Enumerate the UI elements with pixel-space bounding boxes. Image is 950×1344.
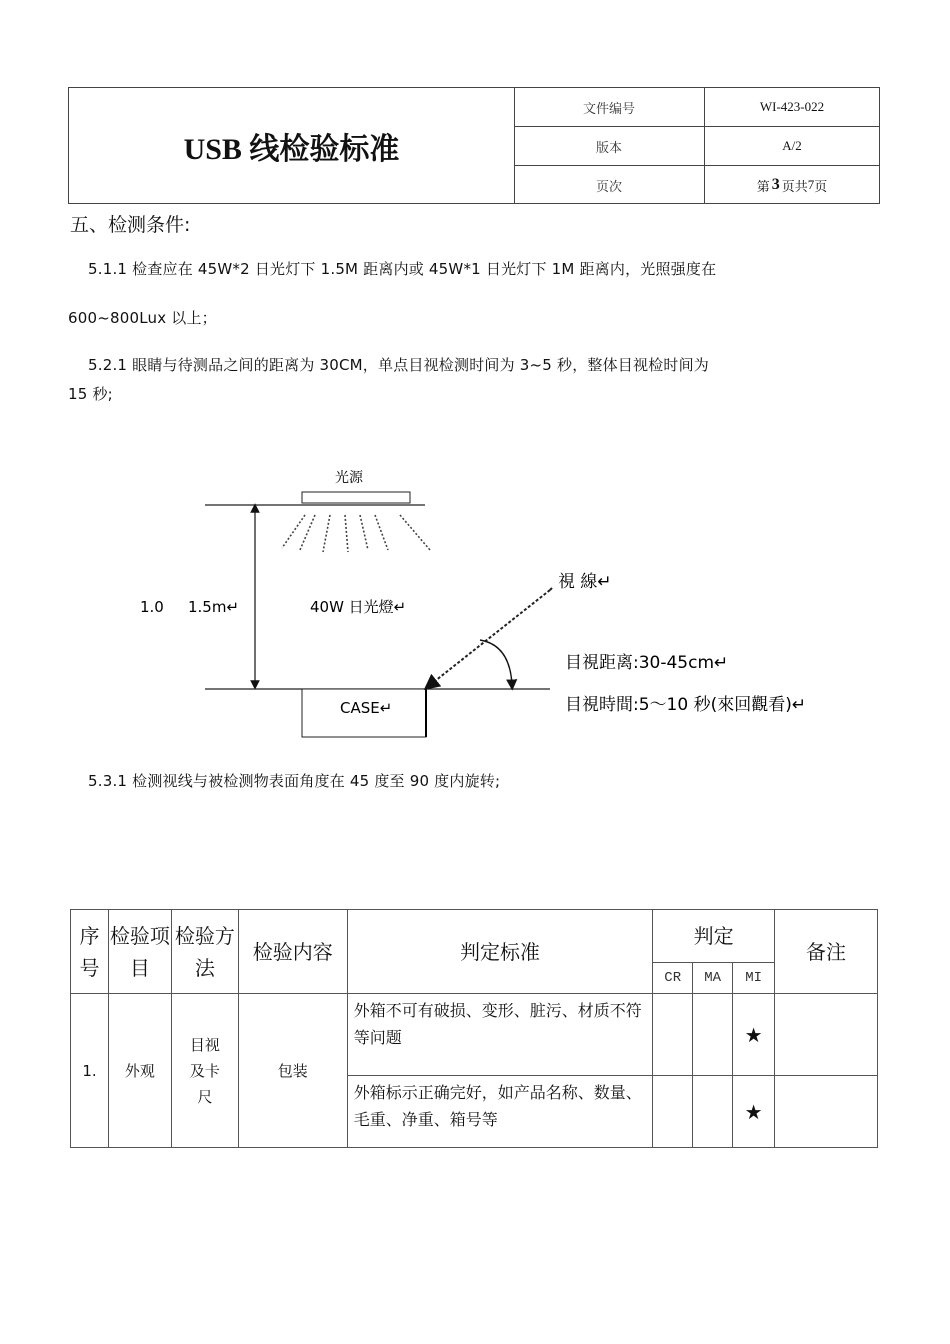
header-ma: MA	[693, 963, 733, 994]
version-row	[514, 127, 879, 166]
angle-arc	[480, 640, 512, 685]
row-1-remark	[775, 994, 878, 1076]
time-label: 目視時間:5〜10 秒(來回觀看)↵	[565, 695, 807, 715]
inspection-diagram	[130, 460, 850, 750]
row-method: 目视及卡尺	[171, 994, 238, 1148]
row-2-cr	[653, 1076, 693, 1148]
header-cr: CR	[653, 963, 693, 994]
row-1-cr	[653, 994, 693, 1076]
version-label: 版本	[514, 127, 705, 165]
inspection-table	[70, 909, 878, 1148]
header-remark: 备注	[775, 910, 878, 994]
distance-label: 目視距离:30-45cm↵	[565, 653, 729, 673]
light-source-label: 光源	[335, 470, 363, 486]
row-1-mi-star: ★	[733, 994, 775, 1076]
version-value: A/2	[782, 138, 802, 153]
case-label: CASE↵	[340, 699, 393, 717]
row-2-remark	[775, 1076, 878, 1148]
doc-number-value: WI-423-022	[759, 99, 825, 114]
row-2-mi-star: ★	[733, 1076, 775, 1148]
row-item: 外观	[108, 994, 171, 1148]
document-title: USB 线检验标准	[69, 88, 515, 203]
paragraph-5-2-1-line2: 15 秒;	[68, 385, 113, 403]
paragraph-5-2-1-line1: 5.2.1 眼睛与待测品之间的距离为 30CM，单点目视检测时间为 3~5 秒，整体目视检时间为	[88, 356, 709, 374]
header-item: 检验项目	[108, 910, 171, 994]
light-rays	[282, 515, 430, 552]
lamp-bar	[302, 492, 410, 503]
paragraph-5-1-1-line2: 600~800Lux 以上；	[68, 309, 217, 327]
row-1-ma	[693, 994, 733, 1076]
page-label: 页次	[514, 166, 705, 204]
paragraph-5-1-1-line1: 5.1.1 检查应在 45W*2 日光灯下 1.5M 距离内或 45W*1 日光灯下 1M 距离内，光照强度在	[88, 260, 717, 278]
sight-label: 視 線↵	[558, 572, 612, 592]
page-current: 3	[771, 176, 780, 193]
row-standard-1: 外箱不可有破损、变形、脏污、材质不符等问题	[347, 994, 653, 1076]
header-standard: 判定标准	[347, 910, 653, 994]
header-seq: 序号	[71, 910, 109, 994]
table-row	[71, 994, 878, 1076]
header-mi: MI	[733, 963, 775, 994]
row-standard-2: 外箱标示正确完好，如产品名称、数量、毛重、净重、箱号等	[347, 1076, 653, 1148]
page-row	[514, 166, 879, 204]
section-title: 五、检测条件:	[70, 214, 191, 236]
page-prefix: 第	[756, 178, 770, 194]
paragraph-5-3-1: 5.3.1 检测视线与被检测物表面角度在 45 度至 90 度内旋转;	[88, 772, 501, 790]
doc-number-label: 文件编号	[514, 88, 705, 126]
header-judge: 判定	[653, 910, 775, 963]
row-content: 包装	[238, 994, 347, 1148]
row-seq: 1.	[71, 994, 109, 1148]
sight-line	[430, 590, 550, 685]
lamp-label: 40W 日光燈↵	[310, 598, 407, 616]
row-2-ma	[693, 1076, 733, 1148]
height-label: 1.5m↵	[188, 598, 240, 616]
page-suffix: 页	[814, 178, 828, 194]
left-mark: 1.0	[140, 598, 164, 616]
document-header	[68, 87, 880, 204]
page-mid: 页共	[781, 178, 808, 194]
page-total: 7	[807, 177, 815, 192]
header-content: 检验内容	[238, 910, 347, 994]
header-method: 检验方法	[171, 910, 238, 994]
page-value	[705, 166, 879, 204]
doc-number-row	[514, 88, 879, 127]
